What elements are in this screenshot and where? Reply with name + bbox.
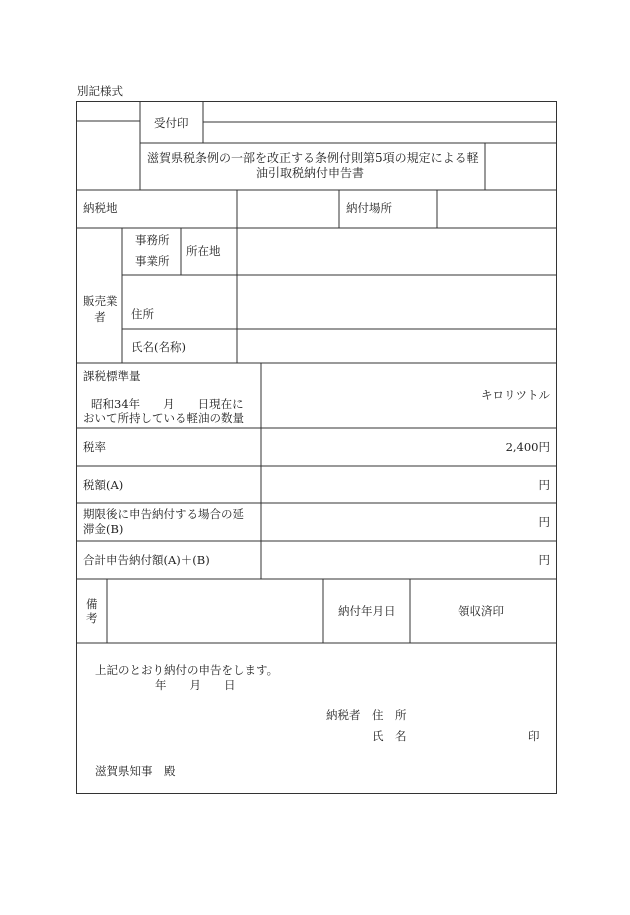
tax-base-date-line: 昭和34年 月 日現在に — [91, 397, 244, 411]
tax-amount-label: 税額(A) — [83, 478, 124, 492]
office-label-line1: 事務所 — [135, 233, 170, 247]
addressee: 滋賀県知事 殿 — [95, 764, 176, 778]
late-charge-label-line2: 滞金(B) — [83, 522, 124, 536]
payment-place-label: 納付場所 — [346, 201, 392, 215]
receipt-seal-label: 領収済印 — [458, 604, 504, 618]
declaration-date-line: 年 月 日 — [155, 678, 236, 692]
seller-label-line2: 者 — [94, 310, 106, 324]
declaration-title-line2: 油引取税納付申告書 — [255, 166, 364, 180]
location-label: 所在地 — [186, 244, 221, 258]
tax-location-label: 納税地 — [83, 201, 118, 215]
declaration-title-line1: 滋賀県税条例の一部を改正する条例付則第5項の規定による軽 — [147, 151, 479, 165]
form-title: 別記様式 — [77, 84, 123, 98]
tax-base-description: おいて所持している軽油の数量 — [83, 411, 244, 425]
taxpayer-name-label: 氏 名 — [372, 729, 407, 743]
remarks-label-line2: 考 — [86, 611, 98, 625]
tax-base-label: 課税標準量 — [83, 369, 141, 383]
office-label-line2: 事業所 — [135, 254, 170, 268]
remarks-label-line1: 備 — [86, 597, 98, 611]
total-label: 合計申告納付額(A)＋(B) — [83, 553, 210, 567]
seal-mark: 印 — [528, 729, 540, 743]
receipt-stamp-label: 受付印 — [154, 116, 189, 130]
taxpayer-address-label: 納税者 住 所 — [326, 708, 407, 722]
late-charge-label-line1: 期限後に申告納付する場合の延 — [83, 507, 244, 521]
tax-base-unit: キロリツトル — [481, 388, 550, 402]
total-unit: 円 — [538, 553, 550, 567]
name-label: 氏名(名称) — [131, 340, 186, 354]
late-charge-unit: 円 — [538, 515, 550, 529]
address-label: 住所 — [131, 307, 154, 321]
tax-amount-unit: 円 — [538, 478, 550, 492]
statement-text: 上記のとおり納付の申告をします。 — [95, 663, 279, 677]
tax-rate-label: 税率 — [83, 440, 106, 454]
payment-date-label: 納付年月日 — [338, 604, 396, 618]
tax-rate-value: 2,400円 — [505, 440, 550, 454]
seller-label-line1: 販売業 — [83, 294, 118, 308]
